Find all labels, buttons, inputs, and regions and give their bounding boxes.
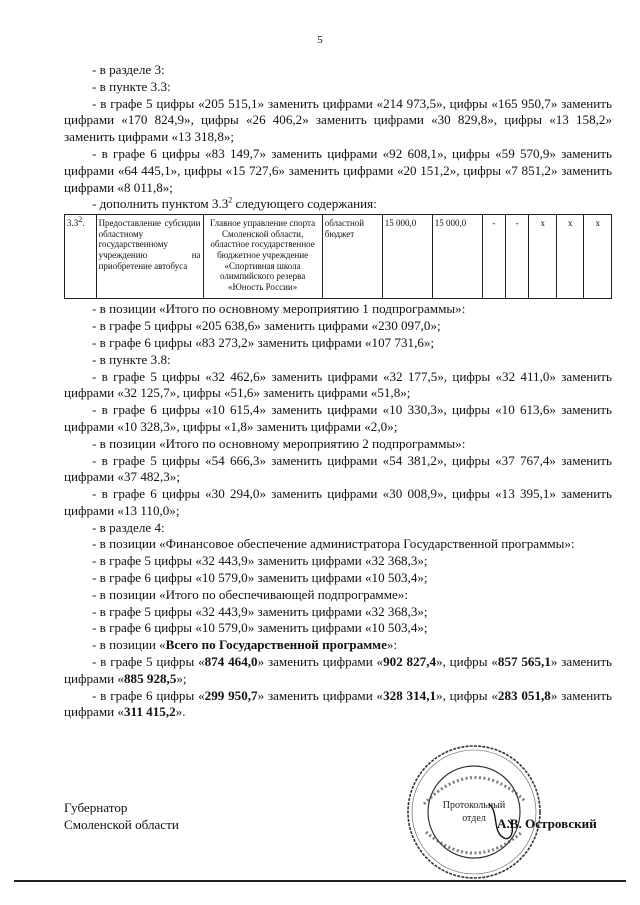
text-paragraph: - в графе 6 цифры «30 294,0» заменить цифрами «30 008,9», цифры «13 395,1» заменить цифрами «13 110,0»;: [64, 486, 612, 518]
text-paragraph: [64, 688, 612, 722]
text-span: »;: [176, 670, 187, 686]
bold-text: Всего по Государственной программе: [165, 637, 387, 653]
text-line: - в пункте 3.3:: [92, 78, 171, 94]
text-span: - в графе 5 цифры «: [92, 654, 205, 670]
text-line: [64, 196, 612, 213]
cell-executor: Главное управление спорта Смоленской области, областное государственное бюджетное учреждение «Спортивная школа олимпийского резерва «Юность России»: [203, 215, 322, 299]
superscript: 2: [228, 196, 233, 206]
bold-number: 885 928,5: [123, 670, 177, 686]
text-line: - в графе 5 цифры «32 443,9» заменить цифрами «32 368,3»;: [92, 553, 428, 569]
bold-number: 283 051,8: [497, 687, 551, 703]
signature-title-line: Губернатор: [64, 800, 128, 815]
text-paragraph: - в графе 5 цифры «54 666,3» заменить цифрами «54 381,2», цифры «37 767,4» заменить цифрами «37 482,3»;: [64, 452, 612, 485]
text-span: », цифры «: [436, 687, 498, 703]
text-span: » заменить цифрами «: [257, 654, 384, 670]
text-line: - в позиции «Итого по основному мероприятию 1 подпрограммы»:: [92, 301, 466, 317]
cell-dash: -: [506, 215, 529, 299]
text-paragraph: - в графе 6 цифры «83 149,7» заменить цифрами «92 608,1», цифры «59 570,9» заменить цифрами «64 445,1», цифры «15 727,6» заменить цифрами «20 151,2», цифры «7 851,2» заменить цифрами «8 011,8»;: [64, 145, 612, 195]
signer-name: А.В. Островский: [497, 816, 597, 831]
text-line: - в графе 6 цифры «10 579,0» заменить цифрами «10 503,4»;: [92, 620, 428, 636]
official-stamp: [404, 742, 544, 882]
text-line: - в пункте 3.8:: [92, 351, 171, 367]
text-span: » заменить цифрами «: [257, 687, 384, 703]
cell-funding-source: областной бюджет: [322, 215, 382, 299]
text-paragraph: - в графе 6 цифры «10 615,4» заменить цифрами «10 330,3», цифры «10 613,6» заменить цифрами «10 328,3», цифры «1,8» заменить цифрами «2,0»;: [64, 402, 612, 434]
bold-number: 857 565,1: [497, 654, 551, 670]
text-paragraph: - в графе 5 цифры «205 515,1» заменить цифрами «214 973,5», цифры «165 950,7» заменить цифрами «170 824,9», цифры «26 406,2» заменить цифрами «30 829,8», цифры «13 158,2» заменить цифрами «13 318,8»;: [64, 95, 612, 145]
text-line: [64, 637, 612, 654]
text-span: » заменить цифрами «: [64, 687, 613, 720]
text-span: .: [82, 218, 85, 229]
text-line: - в графе 6 цифры «10 579,0» заменить цифрами «10 503,4»;: [92, 570, 428, 586]
text-paragraph: - в позиции «Финансовое обеспечение администратора Государственной программы»:: [92, 536, 575, 552]
text-line: - в позиции «Итого по основному мероприятию 2 подпрограммы»:: [92, 435, 466, 451]
bold-number: 874 464,0: [204, 654, 258, 670]
text-span: - дополнить пунктом 3.3: [92, 196, 229, 212]
cell-item-number: [65, 215, 97, 299]
bold-number: 328 314,1: [383, 687, 437, 703]
stamp-text: отдел: [462, 813, 486, 824]
text-span: ».: [175, 704, 186, 720]
text-span: Предоставление субсидии областному государственному учреждению на приобретение автобуса: [98, 218, 201, 271]
cell-item-name: [96, 215, 203, 299]
text-line: - в графе 6 цифры «83 273,2» заменить цифрами «107 731,6»;: [92, 334, 435, 350]
signature-title: [64, 800, 179, 834]
cell-year-amount: 15 000,0: [432, 215, 482, 299]
text-span: » заменить цифрами «: [64, 654, 613, 686]
text-span: - в позиции «: [92, 637, 166, 653]
document-body: [64, 62, 612, 721]
text-line: - в графе 5 цифры «205 638,6» заменить цифрами «230 097,0»;: [92, 318, 441, 334]
text-line: - в графе 5 цифры «32 443,9» заменить цифрами «32 368,3»;: [92, 603, 428, 619]
text-paragraph: [64, 654, 612, 688]
bold-number: 902 827,4: [383, 654, 437, 670]
text-paragraph: - в графе 5 цифры «32 462,6» заменить цифрами «32 177,5», цифры «32 411,0» заменить цифрами «32 125,7», цифры «51,6» заменить цифрами «51,8»;: [64, 368, 612, 401]
text-span: »:: [386, 637, 398, 653]
cell-x: х: [556, 215, 584, 299]
bold-number: 311 415,2: [123, 704, 176, 720]
text-span: », цифры «: [436, 654, 498, 670]
table-row: [65, 215, 612, 299]
superscript: 2: [78, 215, 83, 225]
text-span: - в графе 6 цифры «: [92, 687, 205, 703]
bottom-rule: [14, 880, 626, 882]
inserted-item-table: [64, 214, 612, 299]
text-line: - в разделе 3:: [92, 62, 165, 77]
cell-dash: -: [482, 215, 505, 299]
bold-number: 299 950,7: [204, 687, 258, 703]
page-number: 5: [317, 34, 323, 46]
text-span: следующего содержания:: [232, 196, 377, 212]
text-span: 3.3: [67, 218, 79, 229]
signature-title-line: Смоленской области: [64, 816, 179, 832]
cell-x: х: [529, 215, 557, 299]
text-line: - в позиции «Итого по обеспечивающей подпрограмме»:: [92, 586, 408, 602]
cell-total-amount: 15 000,0: [382, 215, 432, 299]
cell-x: х: [584, 215, 612, 299]
stamp-text: Протокольный: [442, 800, 506, 811]
text-line: - в разделе 4:: [92, 519, 165, 535]
